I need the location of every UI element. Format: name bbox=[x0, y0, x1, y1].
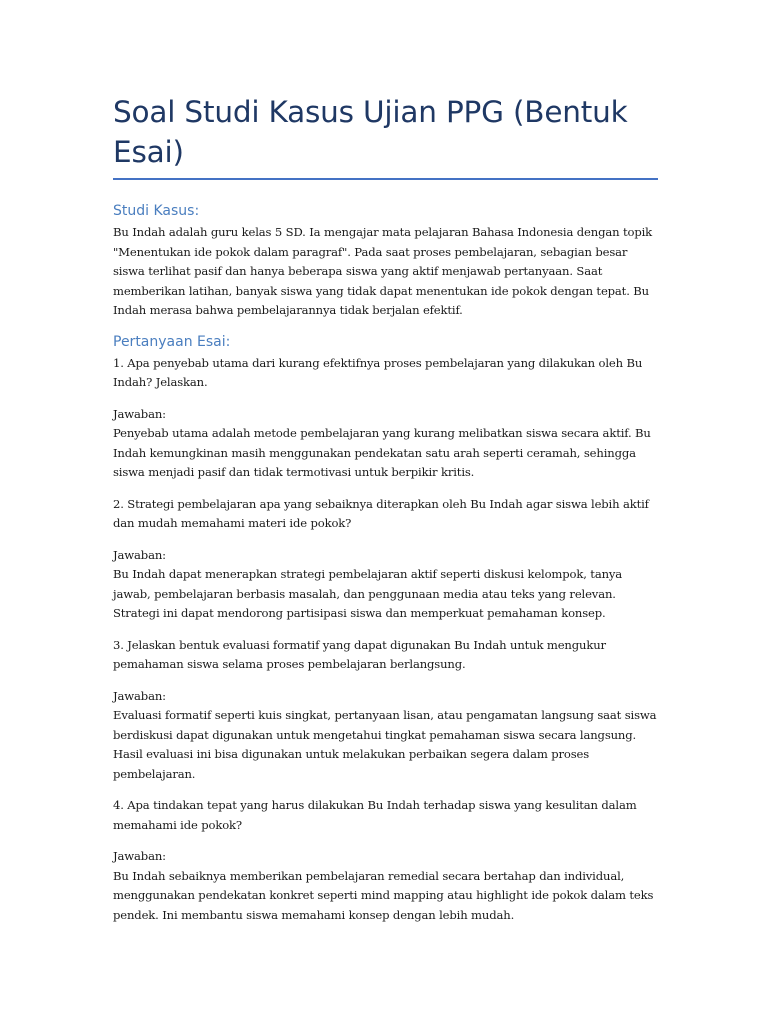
document-title: Soal Studi Kasus Ujian PPG (Bentuk Esai) bbox=[113, 92, 658, 180]
answer-label: Jawaban: bbox=[113, 406, 166, 421]
question-text: 2. Strategi pembelajaran apa yang sebaiknya diterapkan oleh Bu Indah agar siswa lebih aktif dan mudah memahami materi ide pokok? bbox=[113, 496, 649, 530]
answer-text: Evaluasi formatif seperti kuis singkat, pertanyaan lisan, atau pengamatan langsung saat siswa berdiskusi dapat digunakan untuk mengetahui tingkat pemahaman siswa secara langsung. Hasil evaluasi ini bisa digunakan untuk melakukan perbaikan segera dalam proses pembelajaran. bbox=[113, 708, 657, 781]
answer-label: Jawaban: bbox=[113, 849, 166, 863]
question-text: 3. Jelaskan bentuk evaluasi formatif yang dapat digunakan Bu Indah untuk mengukur pemahaman siswa selama proses pembelajaran berlangsung. bbox=[113, 637, 606, 671]
case-heading: Studi Kasus: bbox=[113, 203, 200, 219]
question-text: 4. Apa tindakan tepat yang harus dilakukan Bu Indah terhadap siswa yang kesulitan dalam memahami ide pokok? bbox=[113, 798, 637, 832]
case-text: Bu Indah adalah guru kelas 5 SD. Ia mengajar mata pelajaran Bahasa Indonesia dengan topik "Menentukan ide pokok dalam paragraf". Pada saat proses pembelajaran, sebagian besar siswa terlihat pasif dan hanya beberapa siswa yang aktif menjawab pertanyaan. Saat memberikan latihan, banyak siswa yang tidak dapat menentukan ide pokok dengan tepat. Bu Indah merasa bahwa pembelajarannya tidak berjalan efektif. bbox=[113, 225, 653, 317]
answer-label: Jawaban: bbox=[113, 688, 166, 703]
answer-text: Bu Indah sebaiknya memberikan pembelajaran remedial secara bertahap dan individual, menggunakan pendekatan konkret seperti mind mapping atau highlight ide pokok dalam teks pendek. Ini membantu siswa memahami konsep dengan lebih mudah. bbox=[113, 868, 654, 922]
questions-heading: Pertanyaan Esai: bbox=[113, 333, 231, 350]
question-text: 1. Apa penyebab utama dari kurang efektifnya proses pembelajaran yang dilakukan oleh Bu Indah? Jelaskan. bbox=[113, 355, 643, 389]
answer-label: Jawaban: bbox=[113, 547, 166, 562]
question-item-3 bbox=[113, 636, 658, 785]
answer-text: Penyebab utama adalah metode pembelajaran yang kurang melibatkan siswa secara aktif. Bu Indah kemungkinan masih menggunakan pendekatan satu arah seperti ceramah, sehingga siswa menjadi pasif dan tidak termotivasi untuk berpikir kritis. bbox=[113, 426, 651, 479]
question-item-2 bbox=[113, 495, 658, 624]
answer-text: Bu Indah dapat menerapkan strategi pembelajaran aktif seperti diskusi kelompok, tanya jawab, pembelajaran berbasis masalah, dan penggunaan media atau teks yang relevan. Strategi ini dapat mendorong partisipasi siswa dan memperkuat pemahaman konsep. bbox=[113, 567, 623, 620]
document-page bbox=[113, 92, 658, 937]
question-item-1 bbox=[113, 354, 658, 483]
question-item-4 bbox=[113, 796, 658, 925]
